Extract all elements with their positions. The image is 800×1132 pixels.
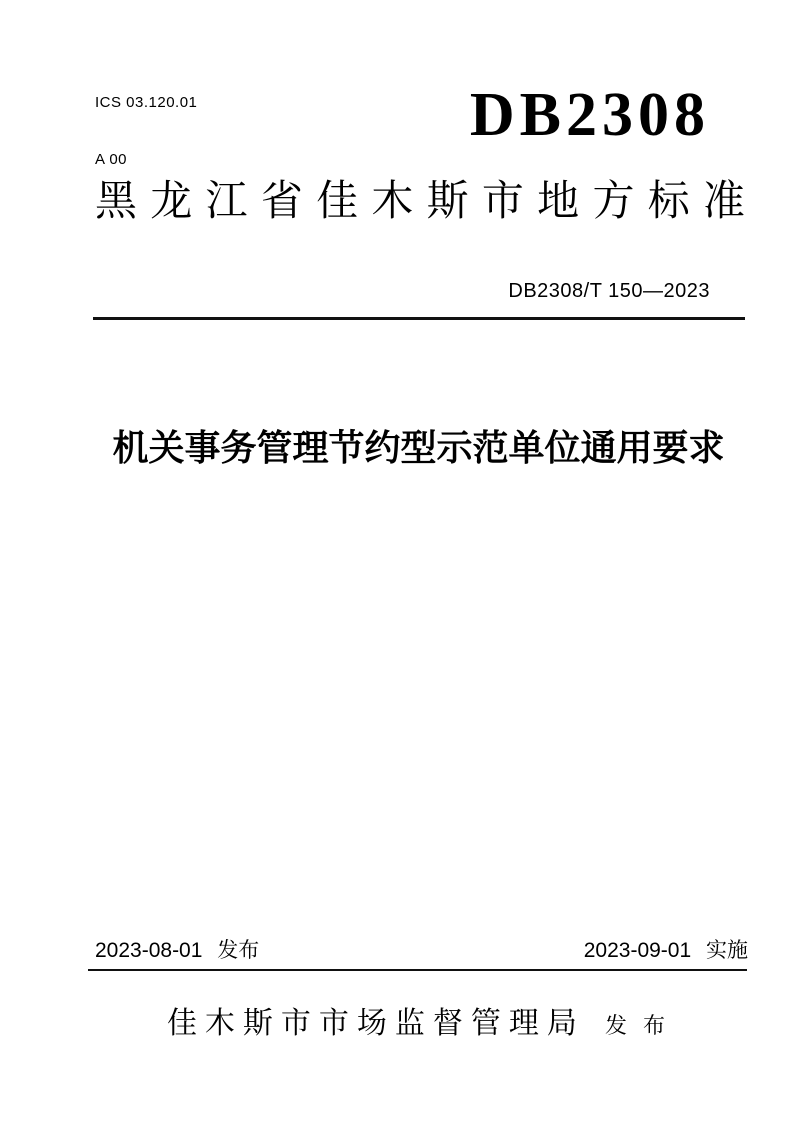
implementation-date: 2023-09-01: [583, 939, 692, 962]
issue-date-item: [95, 938, 259, 964]
standard-number: DB2308/T 150—2023: [508, 280, 710, 302]
implementation-date-item: [584, 938, 748, 964]
issue-date: 2023-08-01: [95, 939, 203, 962]
standard-logo: DB2308: [469, 81, 710, 149]
classification-code: A 00: [95, 151, 128, 168]
publisher-name: 佳木斯市市场监督管理局: [166, 1007, 585, 1040]
standard-type-title: 黑 龙 江 省 佳 木 斯 市 地 方 标 准: [95, 177, 745, 224]
header-rule-divider: [93, 317, 745, 320]
implementation-label: 实施: [706, 939, 748, 962]
publisher-row: [90, 1004, 747, 1044]
publish-action-label: 发 布: [604, 1013, 671, 1038]
date-row: [95, 938, 748, 964]
issue-label: 发布: [217, 939, 260, 962]
ics-code: ICS 03.120.01: [95, 94, 198, 111]
footer-rule-divider: [88, 969, 747, 971]
document-title: 机关事务管理节约型示范单位通用要求: [112, 427, 725, 468]
